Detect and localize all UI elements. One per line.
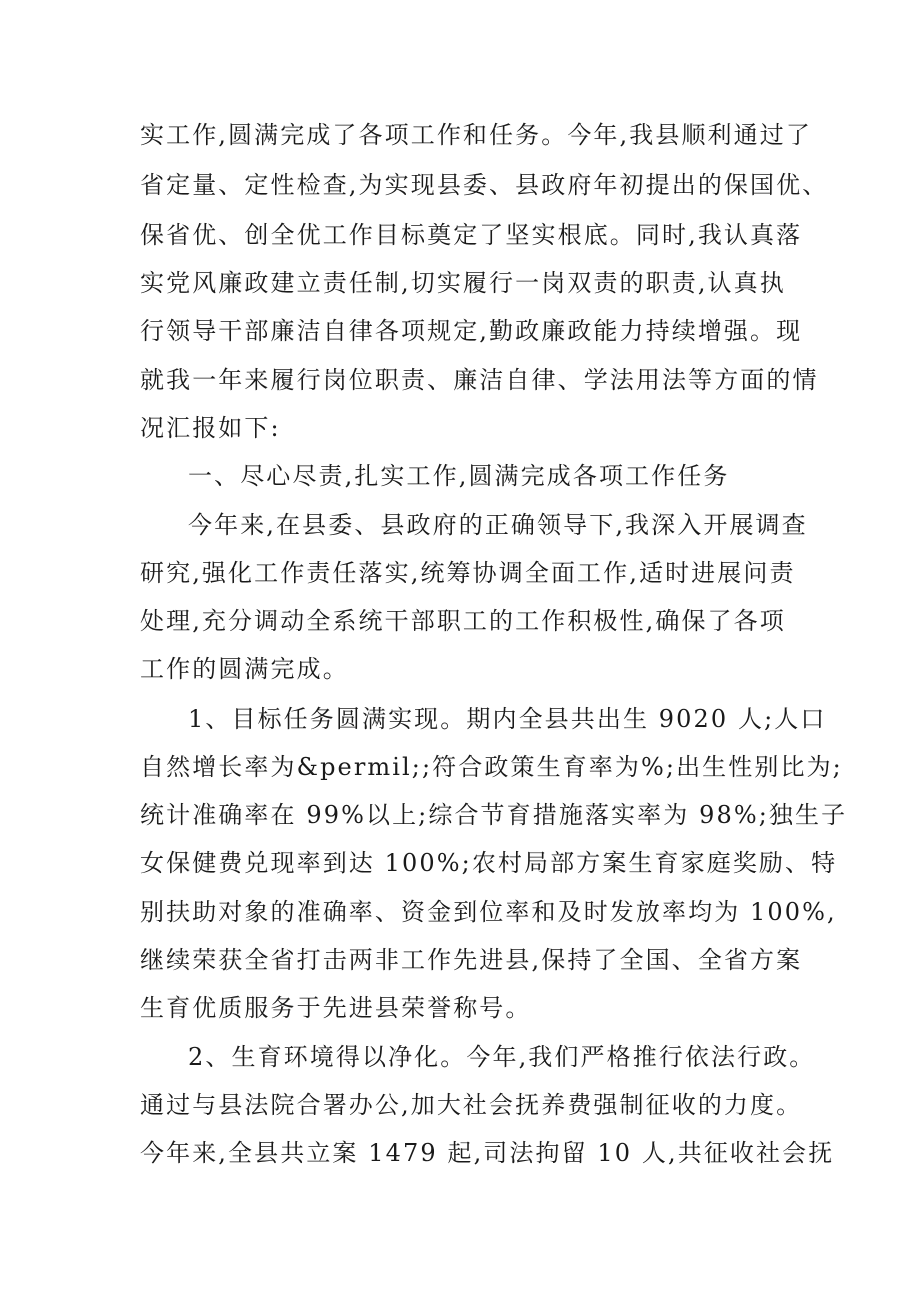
text-line: 就我一年来履行岗位职责、廉洁自律、学法用法等方面的情 [140,366,819,394]
text-line: 继续荣获全省打击两非工作先进县,保持了全国、全省方案 [140,946,803,974]
text-line: 2、生育环境得以净化。今年,我们严格推行依法行政。 [188,1043,816,1071]
text-line: 实工作,圆满完成了各项工作和任务。今年,我县顺利通过了 [140,121,812,149]
text-line: 况汇报如下: [140,414,281,442]
text-line: 处理,充分调动全系统干部职工的工作积极性,确保了各项 [140,607,786,635]
section-heading: 一、尽心尽责,扎实工作,圆满完成各项工作任务 [188,462,730,490]
text-line: 研究,强化工作责任落实,统筹协调全面工作,适时进展问责 [140,559,796,587]
text-line: 自然增长率为&permil;;符合政策生育率为%;出生性别比为; [140,753,843,781]
text-line: 省定量、定性检查,为实现县委、县政府年初提出的保国优、 [140,171,829,199]
text-line: 保省优、创全优工作目标奠定了坚实根底。同时,我认真落 [140,221,803,249]
text-line: 今年来,全县共立案 1479 起,司法拘留 10 人,共征收社会抚 [140,1139,835,1167]
text-line: 别扶助对象的准确率、资金到位率和及时发放率均为 100%, [140,898,837,926]
text-line: 今年来,在县委、县政府的正确领导下,我深入开展调查 [188,511,808,539]
text-line: 统计准确率在 99%以上;综合节育措施落实率为 98%;独生子 [140,801,848,829]
text-line: 生育优质服务于先进县荣誉称号。 [140,994,532,1022]
text-line: 女保健费兑现率到达 100%;农村局部方案生育家庭奖励、特 [140,849,838,877]
text-line: 工作的圆满完成。 [140,655,349,683]
text-line: 通过与县法院合署办公,加大社会抚养费强制征收的力度。 [140,1091,803,1119]
text-line: 实党风廉政建立责任制,切实履行一岗双责的职责,认真执 [140,269,786,297]
text-line: 行领导干部廉洁自律各项规定,勤政廉政能力持续增强。现 [140,317,803,345]
text-line: 1、目标任务圆满实现。期内全县共出生 9020 人;人口 [188,705,827,733]
